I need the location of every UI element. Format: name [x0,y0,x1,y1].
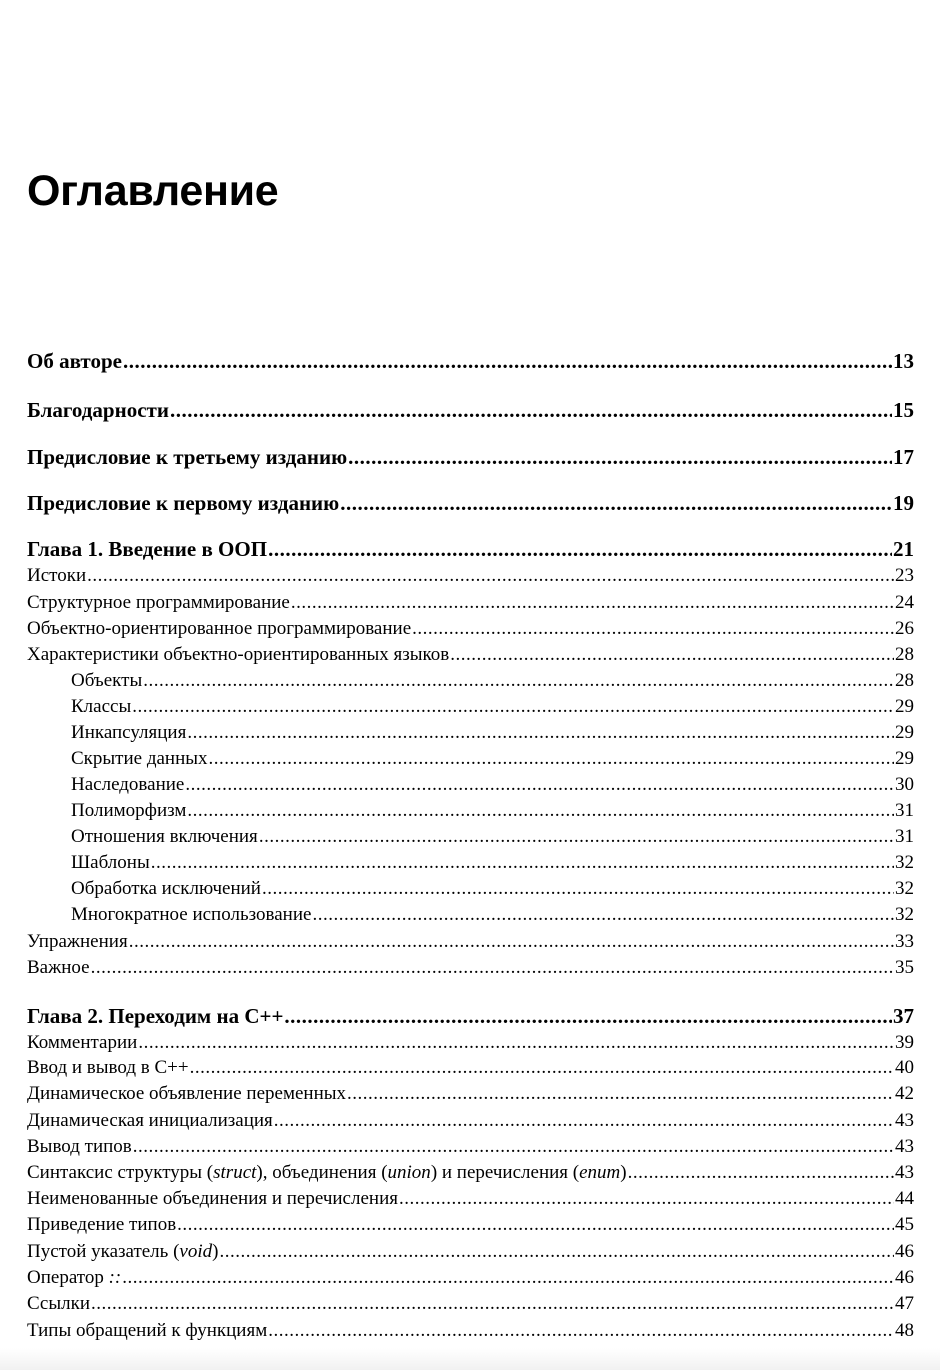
toc-page-number: 32 [895,904,914,925]
toc-dot-leader [138,1030,894,1056]
toc-dot-leader [399,1186,894,1212]
toc-page-number: 21 [893,537,914,561]
toc-entry-label: Неименованные объединения и перечисления [27,1188,398,1209]
toc-subentry [0,668,940,694]
toc-page-number: 17 [893,445,914,469]
toc-dot-leader [91,955,894,981]
toc-entry [0,590,940,616]
toc-subentry [0,876,940,902]
toc-entry-label: Классы [71,696,132,717]
toc-entry-label: Предисловие к третьему изданию [27,445,348,469]
toc-dot-leader [185,772,894,798]
toc-dot-leader [628,1160,894,1186]
page-title: Оглавление [27,167,279,215]
toc-entry-label: Приведение типов [27,1214,177,1235]
toc-dot-leader [219,1239,894,1265]
toc-dot-leader [187,720,894,746]
toc-dot-leader [262,876,894,902]
toc-dot-leader [143,668,894,694]
toc-entry-label: Важное [27,957,90,978]
toc-entry-label: Структурное программирование [27,592,290,613]
toc-entry-label: Глава 1. Введение в ООП [27,537,268,561]
toc-section-entry [0,1003,940,1029]
toc-page-number: 24 [895,592,914,613]
toc-subentry [0,850,940,876]
toc-page-number: 33 [895,931,914,952]
toc-dot-leader [274,1108,894,1134]
toc-dot-leader [87,563,894,589]
toc-page-number: 48 [895,1320,914,1341]
toc-dot-leader [268,1318,894,1344]
toc-page-number: 43 [895,1110,914,1131]
toc-entry-label: Ссылки [27,1293,90,1314]
toc-dot-leader [412,616,894,642]
toc-section-entry [0,397,940,423]
toc-page-number: 45 [895,1214,914,1235]
toc-entry-label: Полиморфизм [71,800,187,821]
toc-dot-leader [340,490,892,516]
toc-dot-leader [291,590,894,616]
toc-entry [0,1186,940,1212]
toc-page-number: 23 [895,565,914,586]
toc-subentry [0,798,940,824]
toc-entry [0,642,940,668]
toc-entry [0,1081,940,1107]
toc-page-number: 42 [895,1083,914,1104]
toc-dot-leader [123,348,892,374]
toc-section-entry [0,444,940,470]
toc-entry [0,1239,940,1265]
toc-dot-leader [312,902,894,928]
toc-page-number: 29 [895,722,914,743]
toc-page-number: 43 [895,1136,914,1157]
toc-entry-label: Типы обращений к функциям [27,1320,268,1341]
toc-entry-label: Ввод и вывод в C++ [27,1057,189,1078]
toc-section-entry [0,536,940,562]
toc-entry [0,1030,940,1056]
toc-dot-leader [284,1003,892,1029]
toc-dot-leader [133,1134,894,1160]
toc-section-entry [0,490,940,516]
toc-entry-label: Отношения включения [71,826,258,847]
toc-entry-label: Наследование [71,774,185,795]
toc-page-number: 43 [895,1162,914,1183]
toc-page-number: 15 [893,398,914,422]
toc-entry [0,563,940,589]
toc-entry-label: Инкапсуляция [71,722,187,743]
toc-entry [0,1134,940,1160]
toc-dot-leader [348,444,892,470]
toc-page-number: 13 [893,349,914,373]
page-bottom-edge [0,1348,940,1370]
toc-page-number: 35 [895,957,914,978]
toc-page-number: 26 [895,618,914,639]
toc-entry-label: Обработка исключений [71,878,261,899]
toc-entry [0,616,940,642]
toc-entry-label: Упражнения [27,931,128,952]
toc-page-number: 40 [895,1057,914,1078]
toc-entry-label: Комментарии [27,1032,138,1053]
toc-page-number: 32 [895,878,914,899]
toc-entry-label: Благодарности [27,398,169,422]
toc-subentry [0,720,940,746]
toc-entry [0,1055,940,1081]
toc-page-number: 37 [893,1004,914,1028]
toc-subentry [0,694,940,720]
toc-entry-label: Динамическое объявление переменных [27,1083,347,1104]
toc-entry-label: Пустой указатель (void) [27,1241,219,1262]
toc-entry-label: Предисловие к первому изданию [27,491,340,515]
toc-subentry [0,772,940,798]
toc-entry-label: Объекты [71,670,143,691]
toc-entry-label: Истоки [27,565,87,586]
toc-entry [0,1265,940,1291]
toc-entry [0,1160,940,1186]
toc-entry [0,1108,940,1134]
toc-page-number: 39 [895,1032,914,1053]
toc-page-number: 30 [895,774,914,795]
toc-dot-leader [151,850,894,876]
toc-section-entry [0,348,940,374]
toc-page-number: 46 [895,1241,914,1262]
toc-page-number: 28 [895,644,914,665]
toc-dot-leader [177,1212,894,1238]
toc-dot-leader [347,1081,894,1107]
toc-page-number: 29 [895,748,914,769]
toc-page-number: 46 [895,1267,914,1288]
toc-entry-label: Глава 2. Переходим на C++ [27,1004,284,1028]
toc-subentry [0,824,940,850]
toc-entry-label: Шаблоны [71,852,150,873]
toc-page-number: 47 [895,1293,914,1314]
toc-page-number: 29 [895,696,914,717]
toc-page-number: 44 [895,1188,914,1209]
toc-page-number: 32 [895,852,914,873]
toc-dot-leader [450,642,894,668]
toc-dot-leader [122,1265,894,1291]
toc-page-number: 19 [893,491,914,515]
toc-entry-label: Динамическая инициализация [27,1110,273,1131]
toc-entry-label: Оператор :: [27,1267,122,1288]
toc-page-number: 28 [895,670,914,691]
toc-dot-leader [129,929,894,955]
toc-entry-label: Характеристики объектно-ориентированных языков [27,644,450,665]
toc-entry [0,955,940,981]
toc-dot-leader [209,746,894,772]
toc-dot-leader [190,1055,894,1081]
toc-dot-leader [268,536,892,562]
toc-page-number: 31 [895,800,914,821]
toc-entry-label: Скрытие данных [71,748,208,769]
toc-subentry [0,902,940,928]
toc-entry [0,1291,940,1317]
toc-entry [0,929,940,955]
toc-dot-leader [132,694,894,720]
toc-entry-label: Вывод типов [27,1136,132,1157]
toc-dot-leader [170,397,892,423]
toc-dot-leader [91,1291,894,1317]
toc-dot-leader [259,824,894,850]
toc-entry [0,1212,940,1238]
toc-entry-label: Синтаксис структуры (struct), объединения (union) и перечисления (enum) [27,1162,627,1183]
toc-subentry [0,746,940,772]
toc-entry-label: Многократное использование [71,904,312,925]
toc-entry-label: Объектно-ориентированное программирование [27,618,412,639]
toc-page-number: 31 [895,826,914,847]
toc-entry [0,1318,940,1344]
toc-entry-label: Об авторе [27,349,122,373]
toc-dot-leader [187,798,894,824]
